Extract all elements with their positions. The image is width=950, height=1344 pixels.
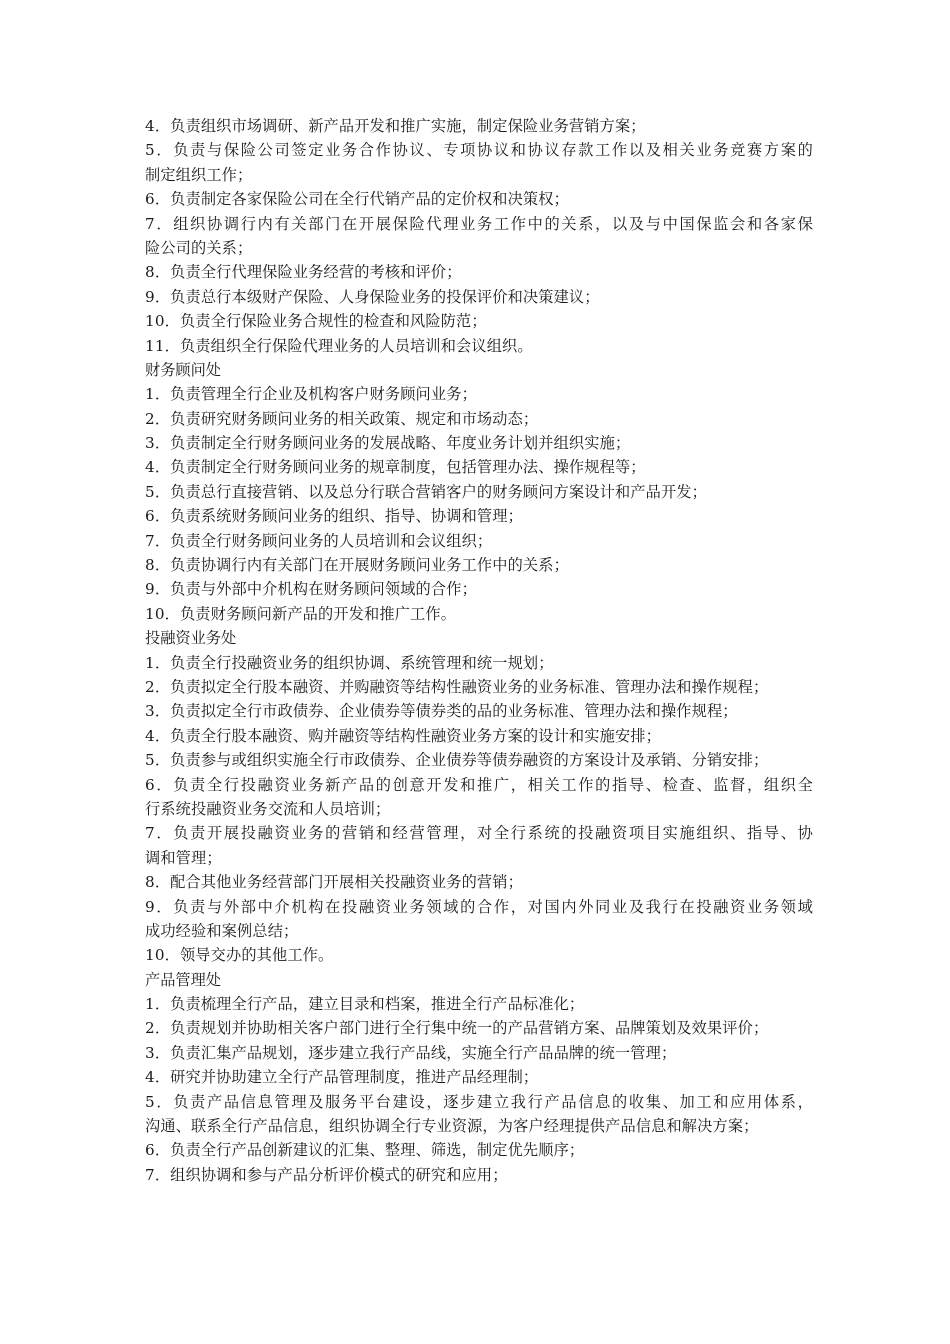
list-item: 9．负责与外部中介机构在财务顾问领域的合作； [145, 580, 477, 599]
list-item: 6．负责系统财务顾问业务的组织、指导、协调和管理； [145, 507, 523, 526]
list-item: 7．组织协调行内有关部门在开展保险代理业务工作中的关系，以及与中国保监会和各家保 [145, 214, 813, 233]
list-item: 4．负责全行股本融资、购并融资等结构性融资业务方案的设计和实施安排； [145, 726, 661, 745]
list-item-continuation: 沟通、联系全行产品信息，组织协调全行专业资源，为客户经理提供产品信息和解决方案； [145, 1117, 759, 1136]
list-item: 5．负责参与或组织实施全行市政债券、企业债券等债券融资的方案设计及承销、分销安排； [145, 751, 769, 770]
list-item-continuation: 成功经验和案例总结； [145, 921, 299, 940]
list-item: 10．领导交办的其他工作。 [145, 946, 334, 965]
list-item: 1．负责管理全行企业及机构客户财务顾问业务； [145, 385, 477, 404]
list-item: 4．负责组织市场调研、新产品开发和推广实施，制定保险业务营销方案； [145, 117, 646, 135]
section-heading: 投融资业务处 [145, 629, 237, 648]
list-item: 9．负责与外部中介机构在投融资业务领域的合作，对国内外同业及我行在投融资业务领域 [145, 897, 813, 916]
list-item: 6．负责全行产品创新建议的汇集、整理、筛选，制定优先顺序； [145, 1141, 585, 1160]
list-item-continuation: 险公司的关系； [145, 238, 253, 257]
list-item: 3．负责汇集产品规划，逐步建立我行产品线，实施全行产品品牌的统一管理； [145, 1043, 677, 1062]
document-body [145, 114, 813, 1187]
list-item: 4．负责制定全行财务顾问业务的规章制度，包括管理办法、操作规程等； [145, 458, 646, 477]
list-item-continuation: 制定组织工作； [145, 165, 253, 184]
list-item: 11．负责组织全行保险代理业务的人员培训和会议组织。 [145, 336, 533, 355]
list-item: 10．负责全行保险业务合规性的检查和风险防范； [145, 312, 487, 331]
list-item: 5．负责与保险公司签定业务合作协议、专项协议和协议存款工作以及相关业务竞赛方案的 [145, 141, 813, 160]
list-item: 7．组织协调和参与产品分析评价模式的研究和应用； [145, 1165, 508, 1184]
list-item: 1．负责梳理全行产品，建立目录和档案，推进全行产品标准化； [145, 995, 585, 1014]
list-item: 5．负责总行直接营销、以及总分行联合营销客户的财务顾问方案设计和产品开发； [145, 482, 707, 501]
list-item: 8．配合其他业务经营部门开展相关投融资业务的营销； [145, 873, 523, 892]
list-item: 6．负责全行投融资业务新产品的创意开发和推广，相关工作的指导、检查、监督，组织全 [145, 775, 813, 794]
list-item: 9．负责总行本级财产保险、人身保险业务的投保评价和决策建议； [145, 287, 600, 306]
list-item: 4．研究并协助建立全行产品管理制度，推进产品经理制； [145, 1068, 539, 1087]
list-item: 10．负责财务顾问新产品的开发和推广工作。 [145, 604, 457, 623]
list-item-continuation: 行系统投融资业务交流和人员培训； [145, 799, 391, 818]
list-item: 7．负责全行财务顾问业务的人员培训和会议组织； [145, 531, 493, 550]
list-item: 8．负责协调行内有关部门在开展财务顾问业务工作中的关系； [145, 556, 569, 575]
list-item: 2．负责研究财务顾问业务的相关政策、规定和市场动态； [145, 409, 539, 428]
list-item: 3．负责拟定全行市政债券、企业债券等债券类的品的业务标准、管理办法和操作规程； [145, 702, 738, 721]
list-item-continuation: 调和管理； [145, 848, 222, 867]
list-item: 2．负责规划并协助相关客户部门进行全行集中统一的产品营销方案、品牌策划及效果评价； [145, 1019, 769, 1038]
list-item: 3．负责制定全行财务顾问业务的发展战略、年度业务计划并组织实施； [145, 434, 631, 453]
section-heading: 产品管理处 [145, 970, 221, 989]
list-item: 5．负责产品信息管理及服务平台建设，逐步建立我行产品信息的收集、加工和应用体系， [145, 1092, 813, 1111]
list-item: 1．负责全行投融资业务的组织协调、系统管理和统一规划； [145, 653, 554, 672]
list-item: 2．负责拟定全行股本融资、并购融资等结构性融资业务的业务标准、管理办法和操作规程； [145, 677, 769, 696]
list-item: 7．负责开展投融资业务的营销和经营管理，对全行系统的投融资项目实施组织、指导、协 [145, 824, 813, 843]
list-item: 8．负责全行代理保险业务经营的考核和评价； [145, 263, 462, 282]
list-item: 6．负责制定各家保险公司在全行代销产品的定价权和决策权； [145, 190, 569, 209]
section-heading: 财务顾问处 [145, 360, 221, 379]
